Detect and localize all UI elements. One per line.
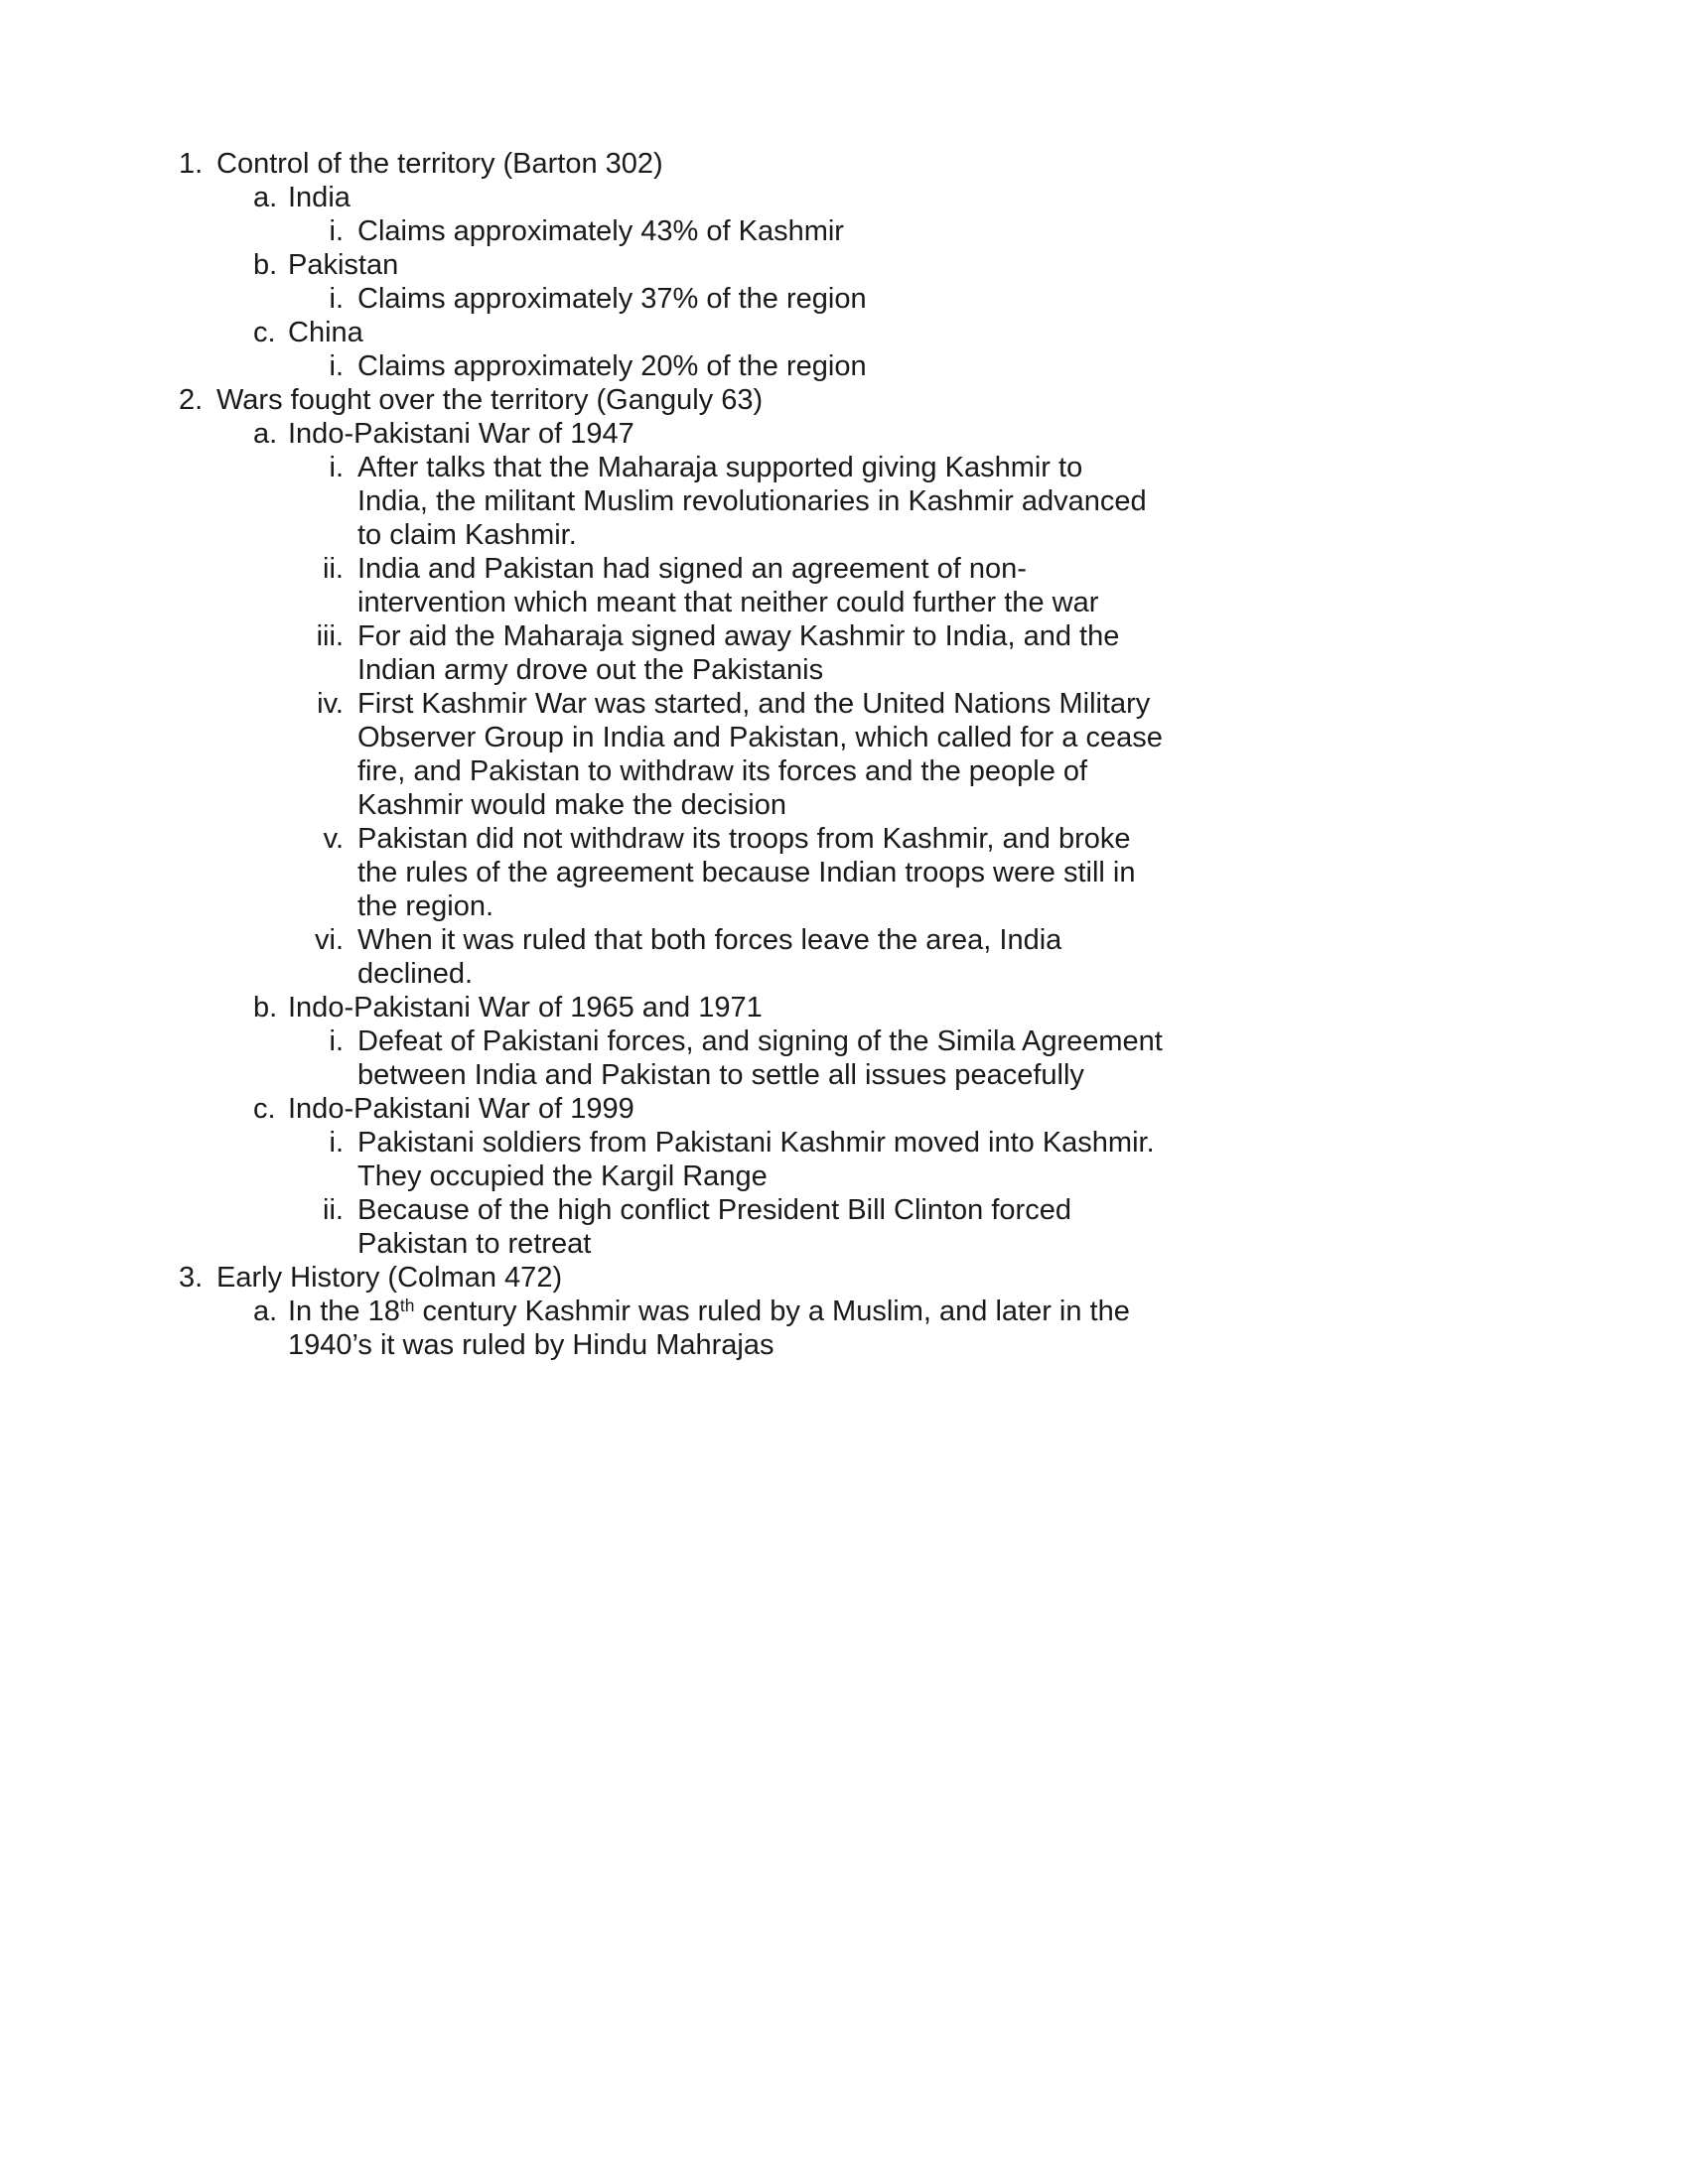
outline-text: Indo-Pakistani War of 1947 (288, 418, 634, 450)
list-marker: v. (323, 823, 344, 855)
list-marker: 1. (179, 148, 204, 180)
list-marker: i. (329, 283, 344, 315)
list-marker: ii. (323, 1194, 344, 1226)
list-marker: a. (253, 418, 278, 450)
outline-item (0, 687, 1688, 822)
outline-item (0, 417, 1688, 451)
outline-item (0, 1295, 1688, 1362)
outline-text: Control of the territory (Barton 302) (216, 148, 663, 180)
list-marker: i. (329, 350, 344, 382)
list-marker: c. (253, 317, 276, 348)
list-marker: i. (329, 1127, 344, 1159)
outline-item (0, 383, 1688, 417)
outline-text: Claims approximately 43% of Kashmir (357, 215, 844, 247)
outline-text: China (288, 317, 363, 348)
list-marker: iii. (316, 620, 344, 652)
outline-item (0, 214, 1688, 248)
outline-text: India and Pakistan had signed an agreement of non- intervention which meant that neither could further the war (357, 553, 1099, 618)
outline-item (0, 991, 1688, 1024)
list-marker: i. (329, 215, 344, 247)
outline-item (0, 1092, 1688, 1126)
list-marker: b. (253, 249, 278, 281)
outline-text: Pakistan did not withdraw its troops from Kashmir, and broke the rules of the agreement because Indian troops were still in the region. (357, 823, 1136, 922)
outline-item (0, 619, 1688, 687)
outline-item (0, 1261, 1688, 1295)
outline-text: Wars fought over the territory (Ganguly 63) (216, 384, 764, 416)
outline-item (0, 248, 1688, 282)
list-marker: i. (329, 452, 344, 483)
list-marker: ii. (323, 553, 344, 585)
outline-text: First Kashmir War was started, and the United Nations Military Observer Group in India and Pakistan, which called for a cease fire, and Pakistan to withdraw its forces and the people of Kashmir would make the decision (357, 688, 1163, 821)
list-marker: a. (253, 1296, 278, 1327)
list-marker: 2. (179, 384, 204, 416)
outline-text: In the 18th century Kashmir was ruled by a Muslim, and later in the 1940’s it was ruled by Hindu Mahrajas (288, 1296, 1130, 1361)
outline-text: Defeat of Pakistani forces, and signing of the Simila Agreement between India and Pakistan to settle all issues peacefully (357, 1025, 1163, 1091)
outline-text: For aid the Maharaja signed away Kashmir to India, and the Indian army drove out the Pakistanis (357, 620, 1120, 686)
list-marker: a. (253, 182, 278, 213)
outline-text: Indo-Pakistani War of 1999 (288, 1093, 634, 1125)
outline-text: Claims approximately 37% of the region (357, 283, 867, 315)
outline-item (0, 181, 1688, 214)
outline-text: Because of the high conflict President Bill Clinton forced Pakistan to retreat (357, 1194, 1071, 1260)
outline-item (0, 147, 1688, 181)
outline-item (0, 451, 1688, 552)
outline-text: When it was ruled that both forces leave the area, India declined. (357, 924, 1062, 990)
outline-text: Claims approximately 20% of the region (357, 350, 867, 382)
outline-item (0, 349, 1688, 383)
outline-text: Pakistani soldiers from Pakistani Kashmir moved into Kashmir. They occupied the Kargil Range (357, 1127, 1155, 1192)
outline-item (0, 1193, 1688, 1261)
list-marker: vi. (315, 924, 344, 956)
outline-item (0, 282, 1688, 316)
list-marker: 3. (179, 1262, 204, 1294)
outline-item (0, 1024, 1688, 1092)
outline-item (0, 1126, 1688, 1193)
outline-item (0, 923, 1688, 991)
list-marker: c. (253, 1093, 276, 1125)
outline-text: Early History (Colman 472) (216, 1262, 563, 1294)
list-marker: iv. (317, 688, 344, 720)
outline-item (0, 316, 1688, 349)
list-marker: i. (329, 1025, 344, 1057)
outline-text: After talks that the Maharaja supported giving Kashmir to India, the militant Muslim revolutionaries in Kashmir advanced to claim Kashmir. (357, 452, 1147, 551)
list-marker: b. (253, 992, 278, 1024)
outline-item (0, 552, 1688, 619)
outline-text: India (288, 182, 351, 213)
outline-text: Indo-Pakistani War of 1965 and 1971 (288, 992, 763, 1024)
outline-text: Pakistan (288, 249, 399, 281)
outline-item (0, 822, 1688, 923)
document-page (0, 147, 1688, 1362)
superscript-text: th (399, 1296, 415, 1316)
